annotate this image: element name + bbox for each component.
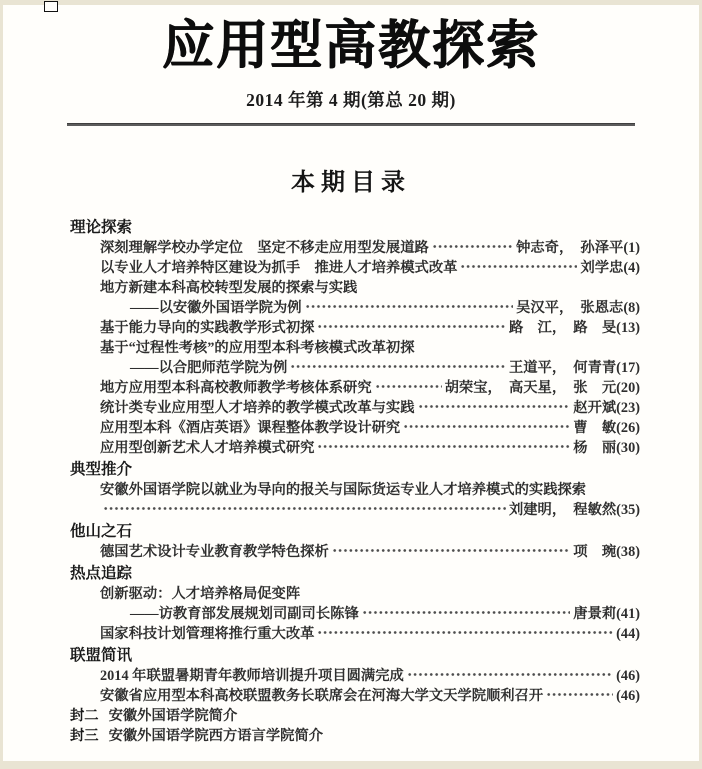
leader-dots [317,441,570,452]
toc-section-header: 联盟简讯 [70,647,133,664]
journal-title: 应用型高教探索 [161,18,540,75]
toc-entry-line [70,418,640,438]
entry-authors-page: 路 江， 路 旻(13) [508,320,640,336]
leader-dots [332,545,571,556]
toc-entry-line [70,666,640,686]
entry-title: 基于能力导向的实践教学形式初探 [100,320,315,336]
toc-entry-line [70,686,640,706]
entry-title: 以专业人才培养特区建设为抓手 推进人才培养模式改革 [100,260,458,276]
entry-authors-page: 王道平， 何青青(17) [508,360,640,376]
toc-entry-line [70,624,640,644]
entry-authors-page: 唐景莉(41) [573,606,640,622]
leader-dots [375,381,442,392]
toc-section-header: 热点追踪 [70,565,133,582]
leader-dots [290,361,506,372]
toc-section-header: 典型推介 [70,461,133,478]
leader-dots [418,401,571,412]
toc-entry-line [70,238,640,258]
entry-authors-page: 赵开斌(23) [573,400,640,416]
issue-info: 2014 年第 4 期(第总 20 期) [246,90,456,110]
header-divider [67,123,635,126]
entry-authors-page: 胡荣宝， 高天星， 张 元(20) [444,380,640,396]
entry-authors-page: 吴汉平， 张恩志(8) [516,300,640,316]
toc-entry-line [70,398,640,418]
cover-note-row [70,726,640,746]
entry-title: 应用型创新艺术人才培养模式研究 [100,440,315,456]
journal-toc-page [3,5,699,761]
entry-authors-page: 刘学忠(4) [580,260,640,276]
toc-entry-line [70,604,640,624]
entry-authors-page: 项 琬(38) [573,544,640,560]
entry-authors-page: 杨 丽(30) [573,440,640,456]
entry-title: 统计类专业应用型人才培养的教学模式改革与实践 [100,400,415,416]
toc-title: 本期目录 [291,169,411,196]
leader-dots [317,321,506,332]
toc-section-header: 他山之石 [70,523,133,540]
toc-entry-line [70,358,640,378]
toc-entry-line [70,438,640,458]
cover-note-label: 封二 [70,708,99,724]
cover-notes [70,706,640,746]
cover-note-label: 封三 [70,728,99,744]
toc-entry-line [70,500,640,520]
entry-title: 深刻理解学校办学定位 坚定不移走应用型发展道路 [100,240,429,256]
toc-entry-line [70,258,640,278]
entry-title: 基于“过程性考核”的应用型本科考核模式改革初探 [100,340,415,356]
leader-dots [403,421,570,432]
toc-list [70,218,640,706]
leader-dots [317,627,613,638]
cover-note-text: 安徽外国语学院简介 [108,708,238,724]
toc-entry-line [70,480,640,500]
toc-entry-line [70,338,640,358]
entry-title: ——以安徽外国语学院为例 [130,300,302,316]
leader-dots [432,241,513,252]
entry-authors-page: 钟志奇， 孙泽平(1) [516,240,640,256]
cover-note-row [70,706,640,726]
entry-authors-page: 刘建明， 程敏然(35) [508,502,640,518]
entry-title: 德国艺术设计专业教育教学特色探析 [100,544,329,560]
entry-authors-page: (46) [616,668,640,684]
entry-title: 安徽省应用型本科高校联盟教务长联席会在河海大学文天学院顺利召开 [100,688,544,704]
entry-title: 安徽外国语学院以就业为导向的报关与国际货运专业人才培养模式的实践探索 [100,482,587,498]
entry-authors-page: (46) [616,688,640,704]
entry-title: 应用型本科《酒店英语》课程整体教学设计研究 [100,420,401,436]
leader-dots [103,503,506,514]
leader-dots [546,689,613,700]
entry-title: 2014 年联盟暑期青年教师培训提升项目圆满完成 [100,668,404,684]
toc-section-header: 理论探索 [70,219,133,236]
entry-title: 地方新建本科高校转型发展的探索与实践 [100,280,358,296]
entry-title: 地方应用型本科高校教师教学考核体系研究 [100,380,372,396]
toc-entry-line [70,542,640,562]
entry-title: 创新驱动：人才培养格局促变阵 [100,586,301,602]
toc-entry-line [70,318,640,338]
toc-entry-line [70,584,640,604]
entry-title: 国家科技计划管理将推行重大改革 [100,626,315,642]
entry-title: ——访教育部发展规划司副司长陈锋 [130,606,359,622]
toc-entry-line [70,298,640,318]
leader-dots [407,669,613,680]
toc-entry-line [70,378,640,398]
entry-title: ——以合肥师范学院为例 [130,360,288,376]
leader-dots [305,301,514,312]
entry-authors-page: (44) [616,626,640,642]
leader-dots [362,607,571,618]
toc-entry-line [70,278,640,298]
entry-authors-page: 曹 敏(26) [573,420,640,436]
cover-note-text: 安徽外国语学院西方语言学院简介 [108,728,324,744]
leader-dots [460,261,577,272]
scan-artifact-box [44,1,58,12]
